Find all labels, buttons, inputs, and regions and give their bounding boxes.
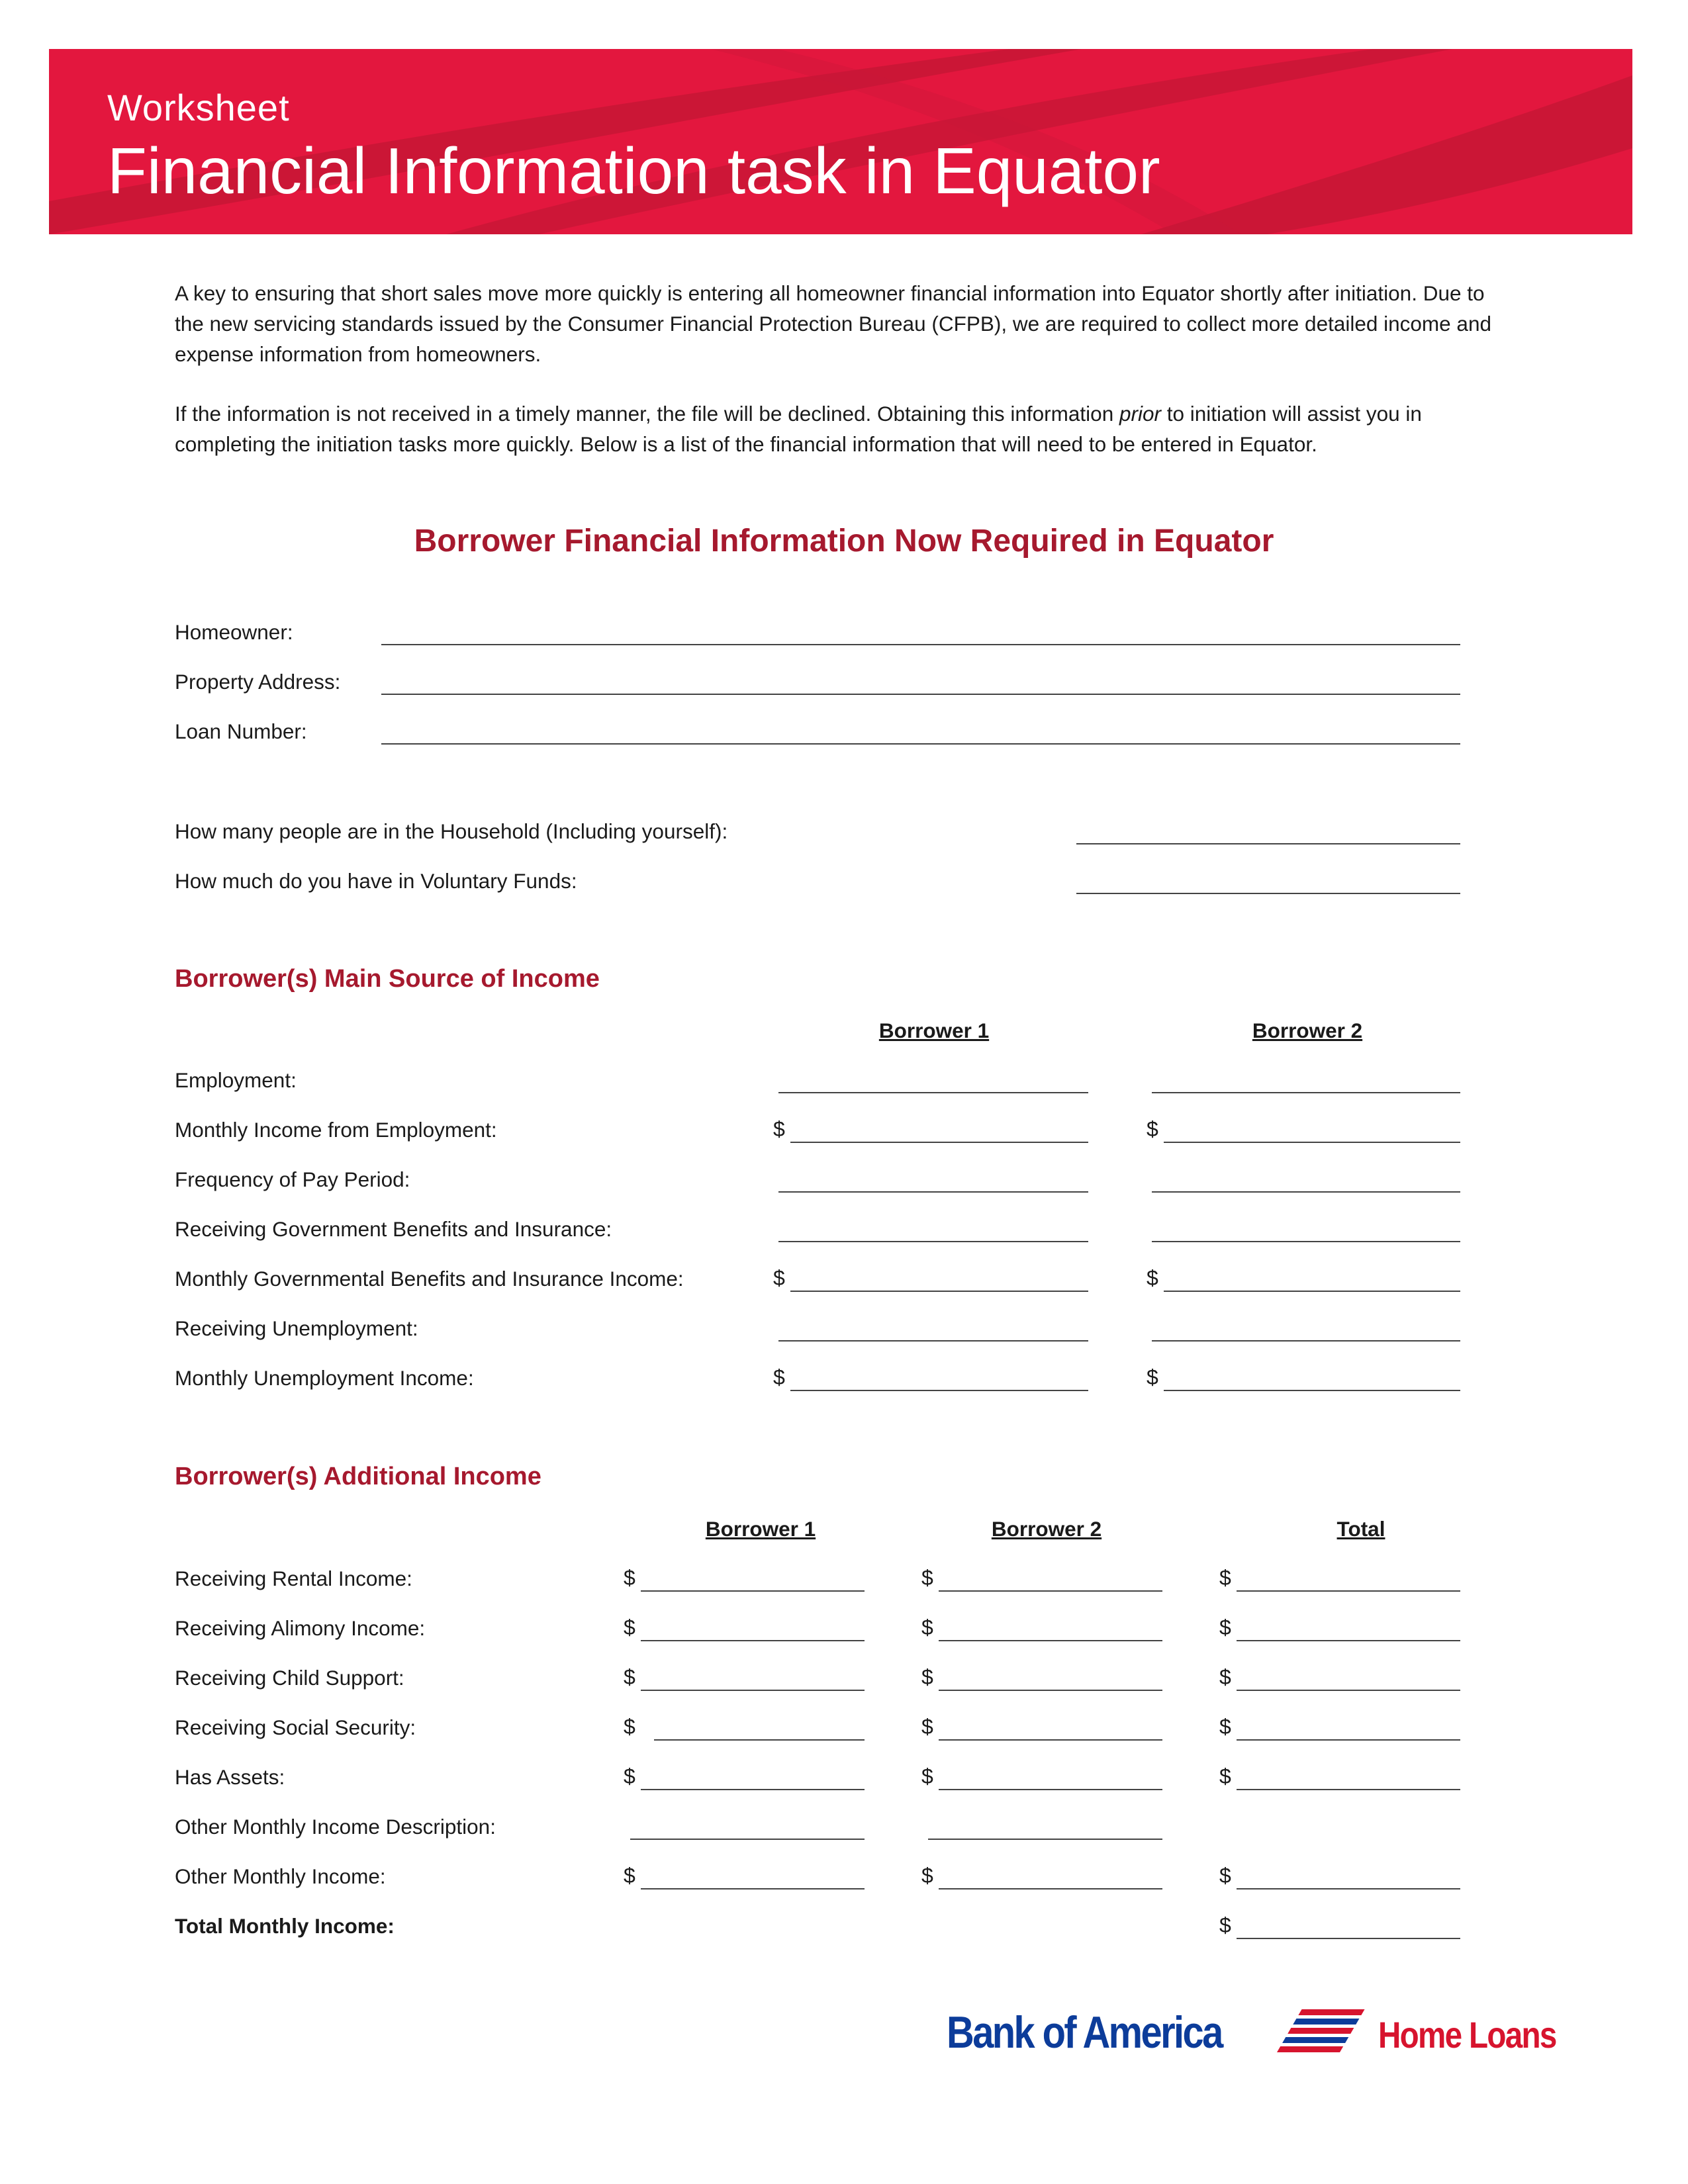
child-support-b1-field[interactable]: [641, 1690, 865, 1691]
gov-benefits-b2-field[interactable]: [1152, 1241, 1460, 1242]
dollar-sign: $: [921, 1566, 933, 1590]
voluntary-funds-field[interactable]: [1076, 893, 1460, 894]
property-address-label: Property Address:: [175, 670, 341, 694]
dollar-sign: $: [624, 1566, 635, 1590]
child-support-total-field[interactable]: [1237, 1690, 1460, 1691]
dollar-sign: $: [1219, 1665, 1231, 1689]
total-monthly-income-label: Total Monthly Income:: [175, 1914, 395, 1938]
dollar-sign: $: [773, 1117, 785, 1141]
main-income-col-borrower-2: Borrower 2: [1252, 1019, 1363, 1042]
banner-subtitle: Worksheet: [107, 87, 290, 128]
intro-paragraph-2: [175, 398, 1499, 459]
monthly-employment-income-b1-field[interactable]: [790, 1142, 1088, 1143]
loan-number-label: Loan Number:: [175, 719, 307, 743]
rental-income-label: Receiving Rental Income:: [175, 1567, 412, 1590]
dollar-sign: $: [773, 1365, 785, 1389]
dollar-sign: $: [1219, 1913, 1231, 1937]
dollar-sign: $: [624, 1764, 635, 1788]
dollar-sign: $: [624, 1665, 635, 1689]
household-people-field[interactable]: [1076, 843, 1460, 844]
employment-label: Employment:: [175, 1068, 297, 1092]
intro-paragraph-1: A key to ensuring that short sales move more quickly is entering all homeowner financial information into Equator shortly after initiation. Due to the new servicing standards issued by the Consumer Financial Protection Bureau (CFPB), we are required to collect more detailed income and expense information from homeowners.: [175, 281, 1491, 366]
monthly-unemployment-income-b1-field[interactable]: [790, 1390, 1088, 1391]
has-assets-b2-field[interactable]: [939, 1789, 1162, 1790]
pay-frequency-label: Frequency of Pay Period:: [175, 1167, 410, 1191]
dollar-sign: $: [921, 1764, 933, 1788]
dollar-sign: $: [1219, 1864, 1231, 1888]
intro-emphasis: prior: [1119, 402, 1161, 426]
other-income-b2-field[interactable]: [939, 1888, 1162, 1889]
header-banner: [49, 49, 1632, 234]
loan-number-field[interactable]: [381, 743, 1460, 745]
employment-b2-field[interactable]: [1152, 1092, 1460, 1093]
pay-frequency-b1-field[interactable]: [778, 1191, 1088, 1193]
household-people-label: How many people are in the Household (Including yourself):: [175, 819, 728, 843]
other-income-b1-field[interactable]: [641, 1888, 865, 1889]
alimony-income-total-field[interactable]: [1237, 1640, 1460, 1641]
homeowner-field[interactable]: [381, 644, 1460, 645]
other-income-total-field[interactable]: [1237, 1888, 1460, 1889]
main-income-col-borrower-1: Borrower 1: [878, 1019, 990, 1042]
child-support-label: Receiving Child Support:: [175, 1666, 404, 1690]
monthly-gov-benefits-label: Monthly Governmental Benefits and Insurance Income:: [175, 1267, 684, 1291]
banner-title: Financial Information task in Equator: [107, 134, 1160, 207]
additional-income-heading: Borrower(s) Additional Income: [175, 1463, 541, 1490]
other-income-description-b2-field[interactable]: [928, 1839, 1162, 1840]
bank-of-america-flag-icon: [1264, 2005, 1374, 2065]
unemployment-b2-field[interactable]: [1152, 1340, 1460, 1342]
rental-income-total-field[interactable]: [1237, 1590, 1460, 1592]
bank-of-america-home-loans-logo: [947, 2005, 1569, 2065]
homeowner-label: Homeowner:: [175, 620, 293, 644]
intro-paragraph-2-part1: If the information is not received in a timely manner, the file will be declined. Obtaining this information: [175, 402, 1119, 426]
dollar-sign: $: [1219, 1715, 1231, 1739]
dollar-sign: $: [921, 1665, 933, 1689]
additional-col-borrower-1: Borrower 1: [705, 1517, 816, 1541]
logo-division-name: Home Loans: [1378, 2014, 1556, 2056]
intro-paragraph-2-part2: to initiation will assist you in completing the initiation tasks more quickly. Below is a list of the financial information that will need to be entered in Equator.: [175, 402, 1422, 456]
child-support-b2-field[interactable]: [939, 1690, 1162, 1691]
alimony-income-b1-field[interactable]: [641, 1640, 865, 1641]
dollar-sign: $: [624, 1715, 635, 1739]
dollar-sign: $: [773, 1266, 785, 1290]
dollar-sign: $: [1219, 1764, 1231, 1788]
other-income-description-b1-field[interactable]: [630, 1839, 865, 1840]
monthly-employment-income-b2-field[interactable]: [1164, 1142, 1460, 1143]
dollar-sign: $: [921, 1864, 933, 1888]
alimony-income-b2-field[interactable]: [939, 1640, 1162, 1641]
main-income-heading: Borrower(s) Main Source of Income: [175, 965, 600, 993]
unemployment-label: Receiving Unemployment:: [175, 1316, 418, 1340]
pay-frequency-b2-field[interactable]: [1152, 1191, 1460, 1193]
alimony-income-label: Receiving Alimony Income:: [175, 1616, 426, 1640]
rental-income-b1-field[interactable]: [641, 1590, 865, 1592]
dollar-sign: $: [1147, 1117, 1158, 1141]
main-heading: Borrower Financial Information Now Required in Equator: [414, 523, 1274, 559]
dollar-sign: $: [1147, 1266, 1158, 1290]
other-income-label: Other Monthly Income:: [175, 1864, 386, 1888]
has-assets-label: Has Assets:: [175, 1765, 285, 1789]
rental-income-b2-field[interactable]: [939, 1590, 1162, 1592]
has-assets-total-field[interactable]: [1237, 1789, 1460, 1790]
employment-b1-field[interactable]: [778, 1092, 1088, 1093]
dollar-sign: $: [921, 1615, 933, 1639]
monthly-employment-income-label: Monthly Income from Employment:: [175, 1118, 497, 1142]
unemployment-b1-field[interactable]: [778, 1340, 1088, 1342]
voluntary-funds-label: How much do you have in Voluntary Funds:: [175, 869, 577, 893]
monthly-unemployment-income-b2-field[interactable]: [1164, 1390, 1460, 1391]
monthly-gov-benefits-b1-field[interactable]: [790, 1291, 1088, 1292]
social-security-label: Receiving Social Security:: [175, 1715, 416, 1739]
monthly-unemployment-income-label: Monthly Unemployment Income:: [175, 1366, 474, 1390]
total-monthly-income-field[interactable]: [1237, 1938, 1460, 1939]
dollar-sign: $: [1147, 1365, 1158, 1389]
logo-bank-name: Bank of America: [947, 2007, 1222, 2058]
social-security-b2-field[interactable]: [939, 1739, 1162, 1741]
other-income-description-label: Other Monthly Income Description:: [175, 1815, 496, 1839]
monthly-gov-benefits-b2-field[interactable]: [1164, 1291, 1460, 1292]
dollar-sign: $: [624, 1864, 635, 1888]
has-assets-b1-field[interactable]: [641, 1789, 865, 1790]
additional-col-total: Total: [1336, 1517, 1385, 1541]
dollar-sign: $: [921, 1715, 933, 1739]
gov-benefits-label: Receiving Government Benefits and Insurance:: [175, 1217, 612, 1241]
property-address-field[interactable]: [381, 694, 1460, 695]
additional-col-borrower-2: Borrower 2: [991, 1517, 1102, 1541]
dollar-sign: $: [1219, 1615, 1231, 1639]
social-security-b1-field[interactable]: [654, 1739, 865, 1741]
gov-benefits-b1-field[interactable]: [778, 1241, 1088, 1242]
dollar-sign: $: [624, 1615, 635, 1639]
dollar-sign: $: [1219, 1566, 1231, 1590]
social-security-total-field[interactable]: [1237, 1739, 1460, 1741]
